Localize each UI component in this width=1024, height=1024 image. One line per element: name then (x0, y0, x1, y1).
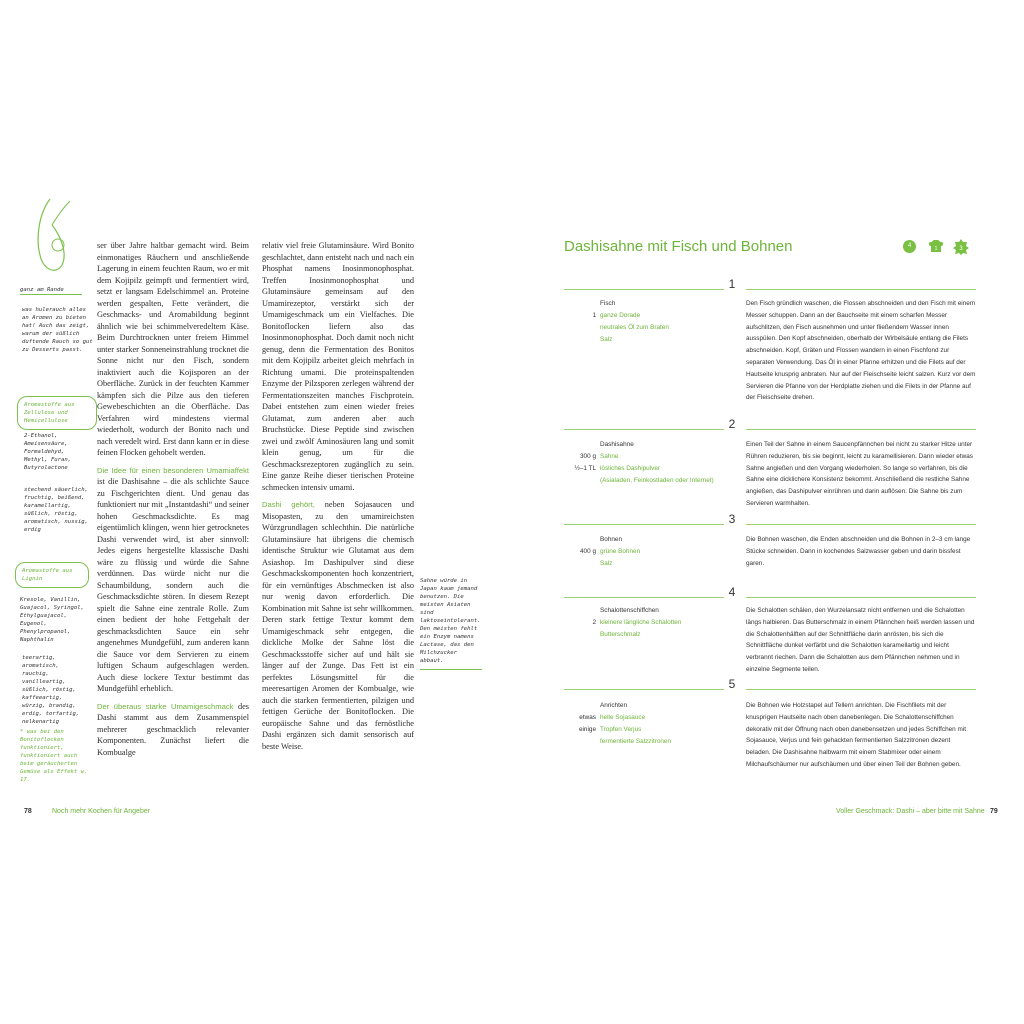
footer-page-number-left: 78 (24, 808, 32, 815)
margin-bubble-cellulose: Aromastoffe aus Zellulose und Hemicellulose (17, 396, 97, 430)
margin-note-bonito: * was bei den Bonitoflocken funktioniert, funktioniert auch beim geräucherten Gemüse als Effekt w. 17. (20, 729, 88, 783)
instruction-step-5: Die Bohnen wie Holzstapel auf Tellern anrichten. Die Fischfilets mit der knusprigen Hautseite nach oben danebenlegen. Die Schalottenschiffchen dekorativ mit der Öffnung nach oben danebensetzen und jedes Schiffchen mit Sojasauce, Verjus und fein gehackten fermentierten Salzzitronen dezent beladen. Die Dashisahne halbwarm mit einem Stabmixer oder einem Milchaufschäumer nur aufschäumen und über einen Teil der Bohnen geben. (746, 702, 967, 768)
step-rule-4a (564, 597, 724, 598)
instruction-step-2: Einen Teil der Sahne in einem Saucenpfännchen bei nicht zu starker Hitze unter Rühren reduzieren, bis sie beginnt, leicht zu karamellisieren. Dann wieder etwas Sahne angießen und den Vorgang wiederholen. So lange so verfahren, bis die Sahne eine dicklichere Konsistenz bekommt. Anschließend die restliche Sahne angießen, das Dashipulver einrühren und darin auflösen. Die Sahne bis zum Servieren warmhalten. (746, 441, 973, 507)
body-text-1b: ist die Dashisahne – die als schlichte Sauce zu Fischgerichten dient. Und genau das funktioniert nur mit „Instantdashi“ und seiner hohen Geschmacksdichte. Es mag eigentümlich klingen, wenn hier getrocknetes Dashi verwendet wird, ist aber sinnvoll: Jedes eigens hergestellte klassische Dashi wäre zu flüssig und würde die Sahne verdünnen. Das würde nicht nur die Schaumbildung, sondern auch die Geschmacksdichte stören. In diesem Rezept spielt die Sahne eine zentrale Rolle. Zum einen bedient der hohe Fettgehalt der geschmacksdichten Sauce ein sehr angenehmes Mundgefühl, zum anderen kann die Sauce vor dem Servieren zu einem luftigen Schaum aufgeschlagen werden. Auch diese lockere Textur bestimmt das Mundgefühl erheblich. (97, 477, 249, 693)
servings-badge-text: 1 (934, 246, 938, 252)
ingredients-step-3: Bohnen 400 g grüne Bohnen Salz (580, 536, 641, 567)
body-text-2b: neben Sojasaucen und Misopasten, zu den umamireichsten Würzgrundlagen schlechthin. Die natürliche Glutaminsäure hat übrigens die chemisch identische Struktur wie Glutamat aus dem Asiashop. Im Dashipulver sind diese Geschmackskomponenten hoch konzentriert, für ein vernünftiges Abschmecken ist also nur wenig davon erforderlich. Die Kombination mit Sahne ist sehr willkommen. Deren stark fettige Textur kommt dem Umamigeschmack sehr entgegen, die dickliche Molke der Sahne löst die Geschmacksstoffe sicher auf und hält sie länger auf der Zunge. Das Fett ist ein perfektes Lösungsmittel für die meeresartigen Aromen der Kombualge, wie auch die starken fermentierten, pilzigen und fettigen Gerüche der Bonitoflocken. Die europäische Sahne und das fernöstliche Dashi ergänzen sich damit sensorisch auf beste Weise. (262, 500, 414, 751)
margin-note-compounds-2: Kresole, Vanillin, Guajacol, Syringol, Ethylguajacol, Eugenol, Phenylpropanol, Naphthalin (20, 597, 84, 643)
margin-note-flavors-2: teerartig, aromatisch, rauchig, vanilleartig, süßlich, röstig, kaffeeartig, würzig, brandig, erdig, torfartig, nelkenartig (22, 655, 80, 725)
step-rule-2b (746, 429, 976, 430)
step-number-3: 3 (728, 512, 736, 526)
step-number-5: 5 (728, 677, 736, 691)
body-text-1c: des Dashi stammt aus dem Zusammenspiel mehrerer geschmacklich relevanter Komponenten. Zunächst liefert die Kombualge (97, 701, 250, 757)
chef-hat-icon (928, 240, 944, 254)
subheading-dashi: Dashi gehört, (262, 500, 315, 509)
ingredients-step-4: Schalottenschiffchen 2 kleinere längliche Schalotten Butterschmalz (592, 607, 682, 638)
step-number-4: 4 (728, 585, 736, 599)
ingredients-step-2: Dashisahne 300 g Sahne ½–1 TL lösliches Dashipulver (Asialaden, Feinkostladen oder Internet) (574, 441, 714, 484)
margin-note-flavors-1: stechend säuerlich, fruchtig, beißend, karamellartig, süßlich, röstig, aromatisch, nussig, erdig (24, 487, 88, 533)
ingredients-step-5: Anrichten etwas helle Sojasauce einige Tropfen Verjus fermentierte Salzzitronen (578, 702, 672, 745)
difficulty-badge: 4 (903, 240, 916, 253)
margin-note-header: ganz am Rande (20, 286, 82, 295)
margin-note-smoke: was hulerauch alles an Aromen zu bieten hat! Auch das zeigt, warum der süßlich duftende Rauch so gut zu Desserts passt. (22, 307, 93, 353)
time-badge-icon (953, 239, 969, 255)
step-rule-5b (746, 689, 976, 690)
body-column-1 (97, 240, 249, 758)
time-badge-text: 3 (959, 246, 963, 252)
vegetable-sketch-icon (28, 195, 78, 280)
body-column-2 (262, 240, 414, 752)
step-rule-1b (746, 289, 976, 290)
ingredients-step-1: Fisch 1 ganze Dorade neutrales Öl zum Braten Salz (592, 300, 669, 343)
margin-note-compounds-1: 2-Ethanol, Ameisensäure, Formaldehyd, Methyl, Furan, Butyrolactone (24, 433, 72, 471)
step-number-2: 2 (728, 417, 736, 431)
body-text-1a: ser über Jahre haltbar gemacht wird. Beim einmonatiges Räuchern und anschließende Lagerung in einem feuchten Raum, wo er mit dem Kojipilz geimpft und fermentiert wird, setzt er langsam Edelschimmel an. Proteine werden gespalten, Fette verändert, die Geschmacks- und Aromabildung beginnt ähnlich wie bei schimmelveredeltem Käse. Beim Durchtrocknen unter freiem Himmel unter starker Sonneneinstrahlung trocknet die Sonne nicht nur den Fisch, sondern inaktiviert auch die Kojisporen an der Oberfläche. Zurück in der feuchten Kammer kämpfen sich die Pilze aus den tieferen Gewebeschichten an die Oberfläche. Das Verfahren wird mindestens viermal wiederholt, wodurch der Bonito nach und nach veredelt wird. Erst dann kann er in diese feinen Flocken gehobelt werden. (97, 241, 249, 457)
step-rule-5a (564, 689, 724, 690)
body-text-2a: relativ viel freie Glutaminsäure. Wird Bonito geschlachtet, dann entsteht nach und nach ein Phosphat namens Inosinmonophosphat. Treffen Inosinmonophosphat und Glutaminsäure gemeinsam auf den Umamirezeptor, verstärkt sich der Umamigeschmack um ein Vielfaches. Die Bonitoflocken liefern also das Inosinmonophosphat. Doch damit noch nicht genug, denn die Fermentation des Bonitos mit dem Kojipilz arbeitet gleich mehrfach in Richtung umami. Die proteinspaltenden Enzyme der Pilzsporen zerlegen während der Fermentationszeiten manches Fischprotein. Dabei entstehen zum einen wieder freies Glutamat, zum anderen aber auch Bruchstücke. Diese Peptide sind zwischen zwei und zwölf Aminosäuren lang und somit klein genug, um für die Geschmacksrezeptoren zugänglich zu sein. Eine ganze Reihe dieser tierischen Proteine schmecken intensiv umami. (262, 241, 414, 492)
subheading-umami-strong: Der überaus starke Umamigeschmack (97, 701, 234, 711)
instruction-step-4: Die Schalotten schälen, den Wurzelansatz nicht entfernen und die Schalotten längs halbieren. Das Butterschmalz in einem Pfännchen heiß werden lassen und die Schalottenhälften auf der Schnittfläche darin anrösten, bis sich die Schnittfläche dunkel verfärbt und die Schalotten karamellartig und leicht verbrannt riechen. Dann die Schalotten aus dem Pfännchen nehmen und in einzelne Segmente teilen. (746, 607, 975, 673)
subheading-umami-idea: Die Idee für einen besonderen Umamiaffekt (97, 465, 249, 475)
step-rule-1a (564, 289, 724, 290)
recipe-title: Dashisahne mit Fisch und Bohnen (564, 238, 793, 255)
step-number-1: 1 (728, 277, 736, 291)
step-rule-3a (564, 524, 724, 525)
footer-page-number-right: 79 (990, 808, 998, 815)
footer-title-right: Voller Geschmack: Dashi – aber bitte mit Sahne (836, 808, 985, 815)
margin-note-lactose: Sahne würde in Japan kaum jemand benutzen. Die meisten Asiaten sind laktoseintolerant. Den meisten fehlt ein Enzym namens Lactase, das den Milchzucker abbaut. (420, 577, 482, 670)
margin-bubble-lignin: Aromastoffe aus Lignin (15, 562, 89, 588)
footer-title-left: Noch mehr Kochen für Angeber (52, 808, 151, 815)
step-rule-4b (746, 597, 976, 598)
step-rule-3b (746, 524, 976, 525)
instruction-step-3: Die Bohnen waschen, die Enden abschneiden und die Bohnen in 2–3 cm lange Stücke schneiden. Dann in kochendes Salzwasser geben und darin bissfest garen. (746, 536, 971, 567)
step-rule-2a (564, 429, 724, 430)
instruction-step-1: Den Fisch gründlich waschen, die Flossen abschneiden und den Fisch mit einem Messer schuppen. Dann an der Bauchseite mit einem scharfen Messer aufschlitzen, den Fisch ausnehmen und unter fließendem Wasser innen ausspülen. Den Kopf abschneiden, oberhalb der Wirbelsäule entlang die Filets abschneiden. Kopf, Gräten und Flossen wandern in einen Fischfond zur separaten Verwendung. Das Öl in einer Pfanne erhitzen und die Filets auf der Hautseite knusprig anbraten. Nur auf der Fleischseite leicht salzen. Kurz vor dem Servieren die Pfanne von der Herdplatte ziehen und die Filets in der Pfanne auf der Fleischseite drehen. (746, 300, 976, 402)
